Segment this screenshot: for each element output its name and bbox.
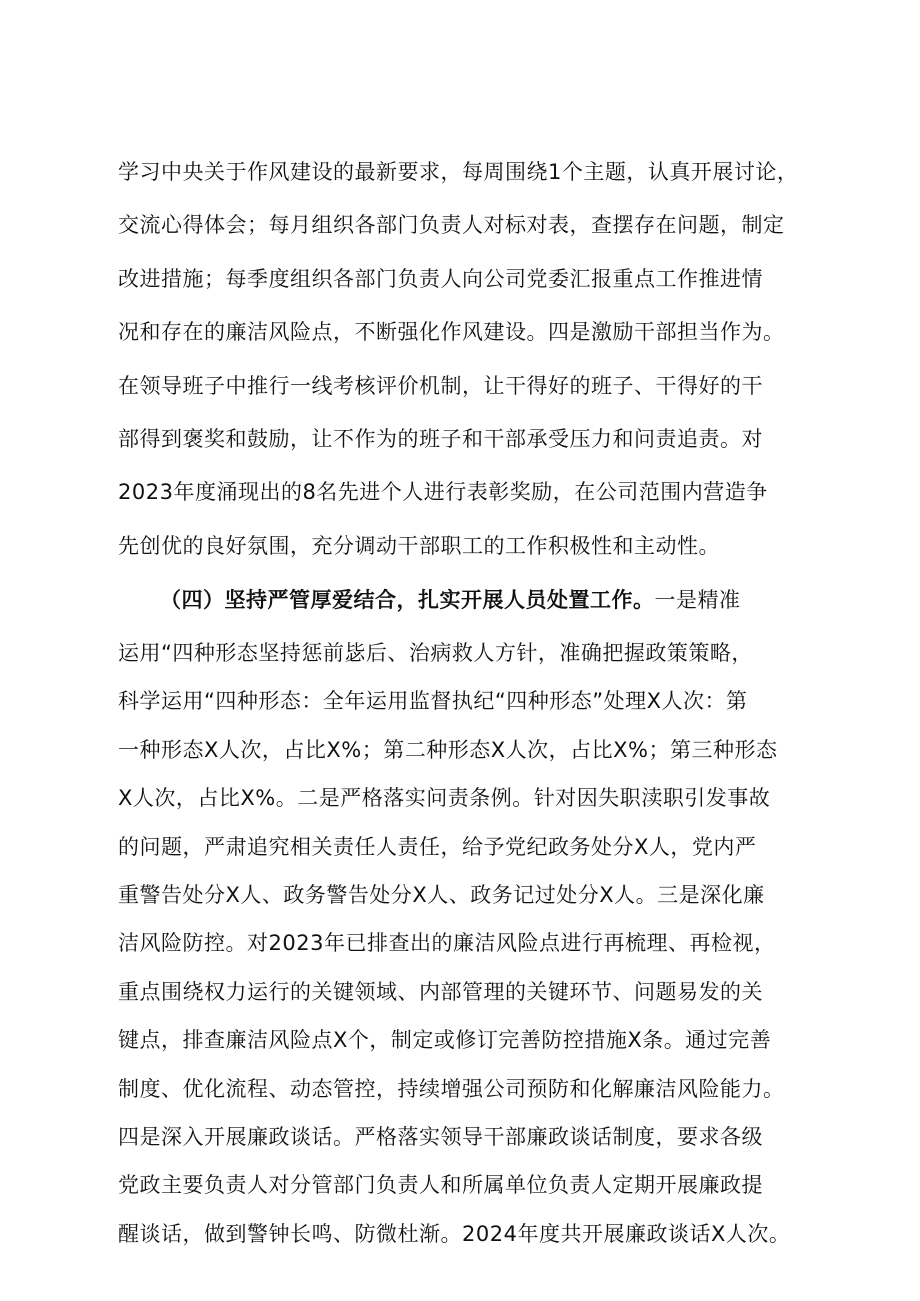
body-text-line: 科学运用“四种形态：全年运用监督执纪“四种形态”处理X人次：第 bbox=[118, 689, 748, 714]
body-text-line: X人次，占比X%。二是严格落实问责条例。针对因失职渎职引发事故 bbox=[118, 786, 771, 811]
body-text-line: 况和存在的廉洁风险点，不断强化作风建设。四是激励干部担当作为。 bbox=[118, 320, 785, 345]
body-text-line: 四是深入开展廉政谈话。严格落实领导干部廉政谈话制度，要求各级 bbox=[118, 1125, 763, 1149]
body-text-line: 一种形态X人次，占比X%；第二种形态X人次，占比X%；第三种形态 bbox=[118, 737, 778, 762]
body-text-line: 部得到褒奖和鼓励，让不作为的班子和干部承受压力和问责追责。对 bbox=[118, 427, 763, 451]
body-text-line: 的问题，严肃追究相关责任人责任，给予党纪政务处分X人，党内严 bbox=[118, 834, 757, 859]
body-text-line: 重点围绕权力运行的关键领域、内部管理的关键环节、问题易发的关 bbox=[118, 979, 763, 1004]
body-text-line: 先创优的良好氛围，充分调动干部职工的工作积极性和主动性。 bbox=[118, 533, 720, 558]
body-text-line: 洁风险防控。对2023年已排查出的廉洁风险点进行再梳理、再检视， bbox=[118, 931, 776, 956]
body-text-line: 2023年度涌现出的8名先进个人进行表彰奖励，在公司范围内营造争 bbox=[118, 480, 768, 505]
body-text-line: 醒谈话，做到警钟长鸣、防微杜渐。2024年度共开展廉政谈话X人次。 bbox=[118, 1221, 791, 1246]
body-text-line: 改进措施；每季度组织各部门负责人向公司党委汇报重点工作推进情 bbox=[118, 266, 763, 291]
section-heading-tail: 一是精准 bbox=[654, 588, 741, 612]
body-text-line: 制度、优化流程、动态管控，持续增强公司预防和化解廉洁风险能力。 bbox=[118, 1076, 785, 1101]
section-heading: （四）坚持严管厚爱结合，扎实开展人员处置工作。 bbox=[160, 588, 655, 612]
body-text-line: 在领导班子中推行一线考核评价机制，让干得好的班子、干得好的干 bbox=[118, 373, 763, 398]
body-text-line: 运用“四种形态坚持惩前毖后、治病救人方针，准确把握政策策略， bbox=[118, 641, 753, 665]
body-text-line: 学习中央关于作风建设的最新要求，每周围绕1个主题，认真开展讨论， bbox=[118, 160, 799, 184]
body-text-line: 重警告处分X人、政务警告处分X人、政务记过处分X人。三是深化廉 bbox=[118, 883, 765, 907]
section-heading-line bbox=[160, 586, 741, 614]
body-text-line: 键点，排查廉洁风险点X个，制定或修订完善防控措施X条。通过完善 bbox=[118, 1028, 772, 1053]
body-text-line: 交流心得体会；每月组织各部门负责人对标对表，查摆存在问题，制定 bbox=[118, 213, 785, 238]
body-text-line: 党政主要负责人对分管部门负责人和所属单位负责人定期开展廉政提 bbox=[118, 1173, 763, 1198]
